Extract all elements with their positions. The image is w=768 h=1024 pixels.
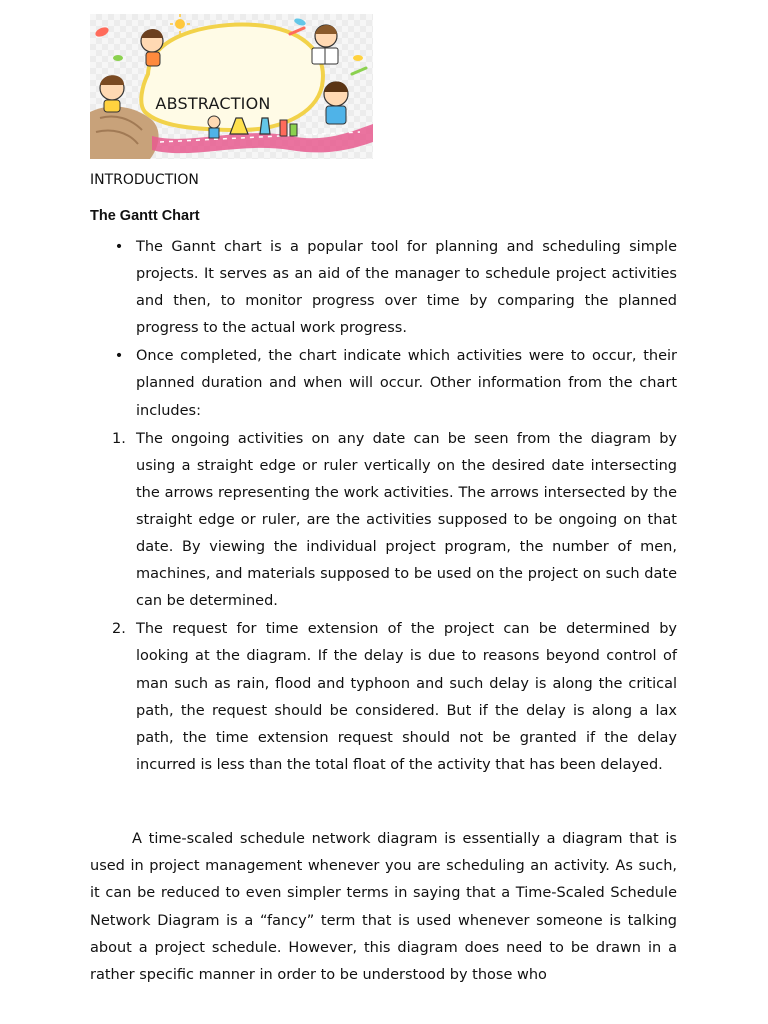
bullet-marker: • — [114, 348, 124, 365]
body-paragraph: A time-scaled schedule network diagram is essentially a diagram that is used in project management whenever you are scheduling an activity. As such, it can be reduced to even simpler terms in saying that a Time-Scaled Schedule Network Diagram is a “fancy” term that is used whenever someone is talking about a project schedule. However, this diagram does need to be drawn in a rather specific manner in order to be understood by those who — [90, 831, 677, 984]
list-item — [0, 616, 768, 779]
list-item-text: The Gannt chart is a popular tool for planning and scheduling simple projects. It serves as an aid of the manager to schedule project activities and then, to monitor progress over time by comparing the planned progress to the actual work progress. — [136, 239, 677, 337]
list-item-text: The request for time extension of the project can be determined by looking at the diagram. If the delay is due to reasons beyond control of man such as rain, flood and typhoon and such delay is along the critical path, the request should be considered. But if the delay is along a lax path, the time extension request should not be granted if the delay incurred is less than the total float of the activity that has been delayed. — [136, 621, 677, 773]
list-item-text: The ongoing activities on any date can be seen from the diagram by using a straight edge or ruler vertically on the desired date intersecting the arrows representing the work activities. The arrows intersected by the straight edge or ruler, are the activities supposed to be ongoing on that date. By viewing the individual project program, the number of men, machines, and materials supposed to be used on the project on such date can be determined. — [136, 430, 677, 610]
number-marker: 2. — [112, 621, 126, 638]
list-item-text: Once completed, the chart indicate which activities were to occur, their planned duration and when will occur. Other information from the chart includes: — [136, 348, 677, 419]
banner-illustration — [90, 14, 373, 159]
list-item — [0, 234, 768, 342]
abstraction-banner-image — [90, 14, 373, 159]
section-title: The Gantt Chart — [90, 208, 200, 224]
gantt-chart-list — [0, 234, 768, 780]
intro-heading: INTRODUCTION — [90, 172, 199, 188]
list-item — [0, 426, 768, 616]
list-item — [0, 343, 768, 424]
banner-title: ABSTRACTION — [155, 94, 271, 113]
bullet-marker: • — [114, 239, 124, 255]
number-marker: 1. — [112, 430, 126, 447]
